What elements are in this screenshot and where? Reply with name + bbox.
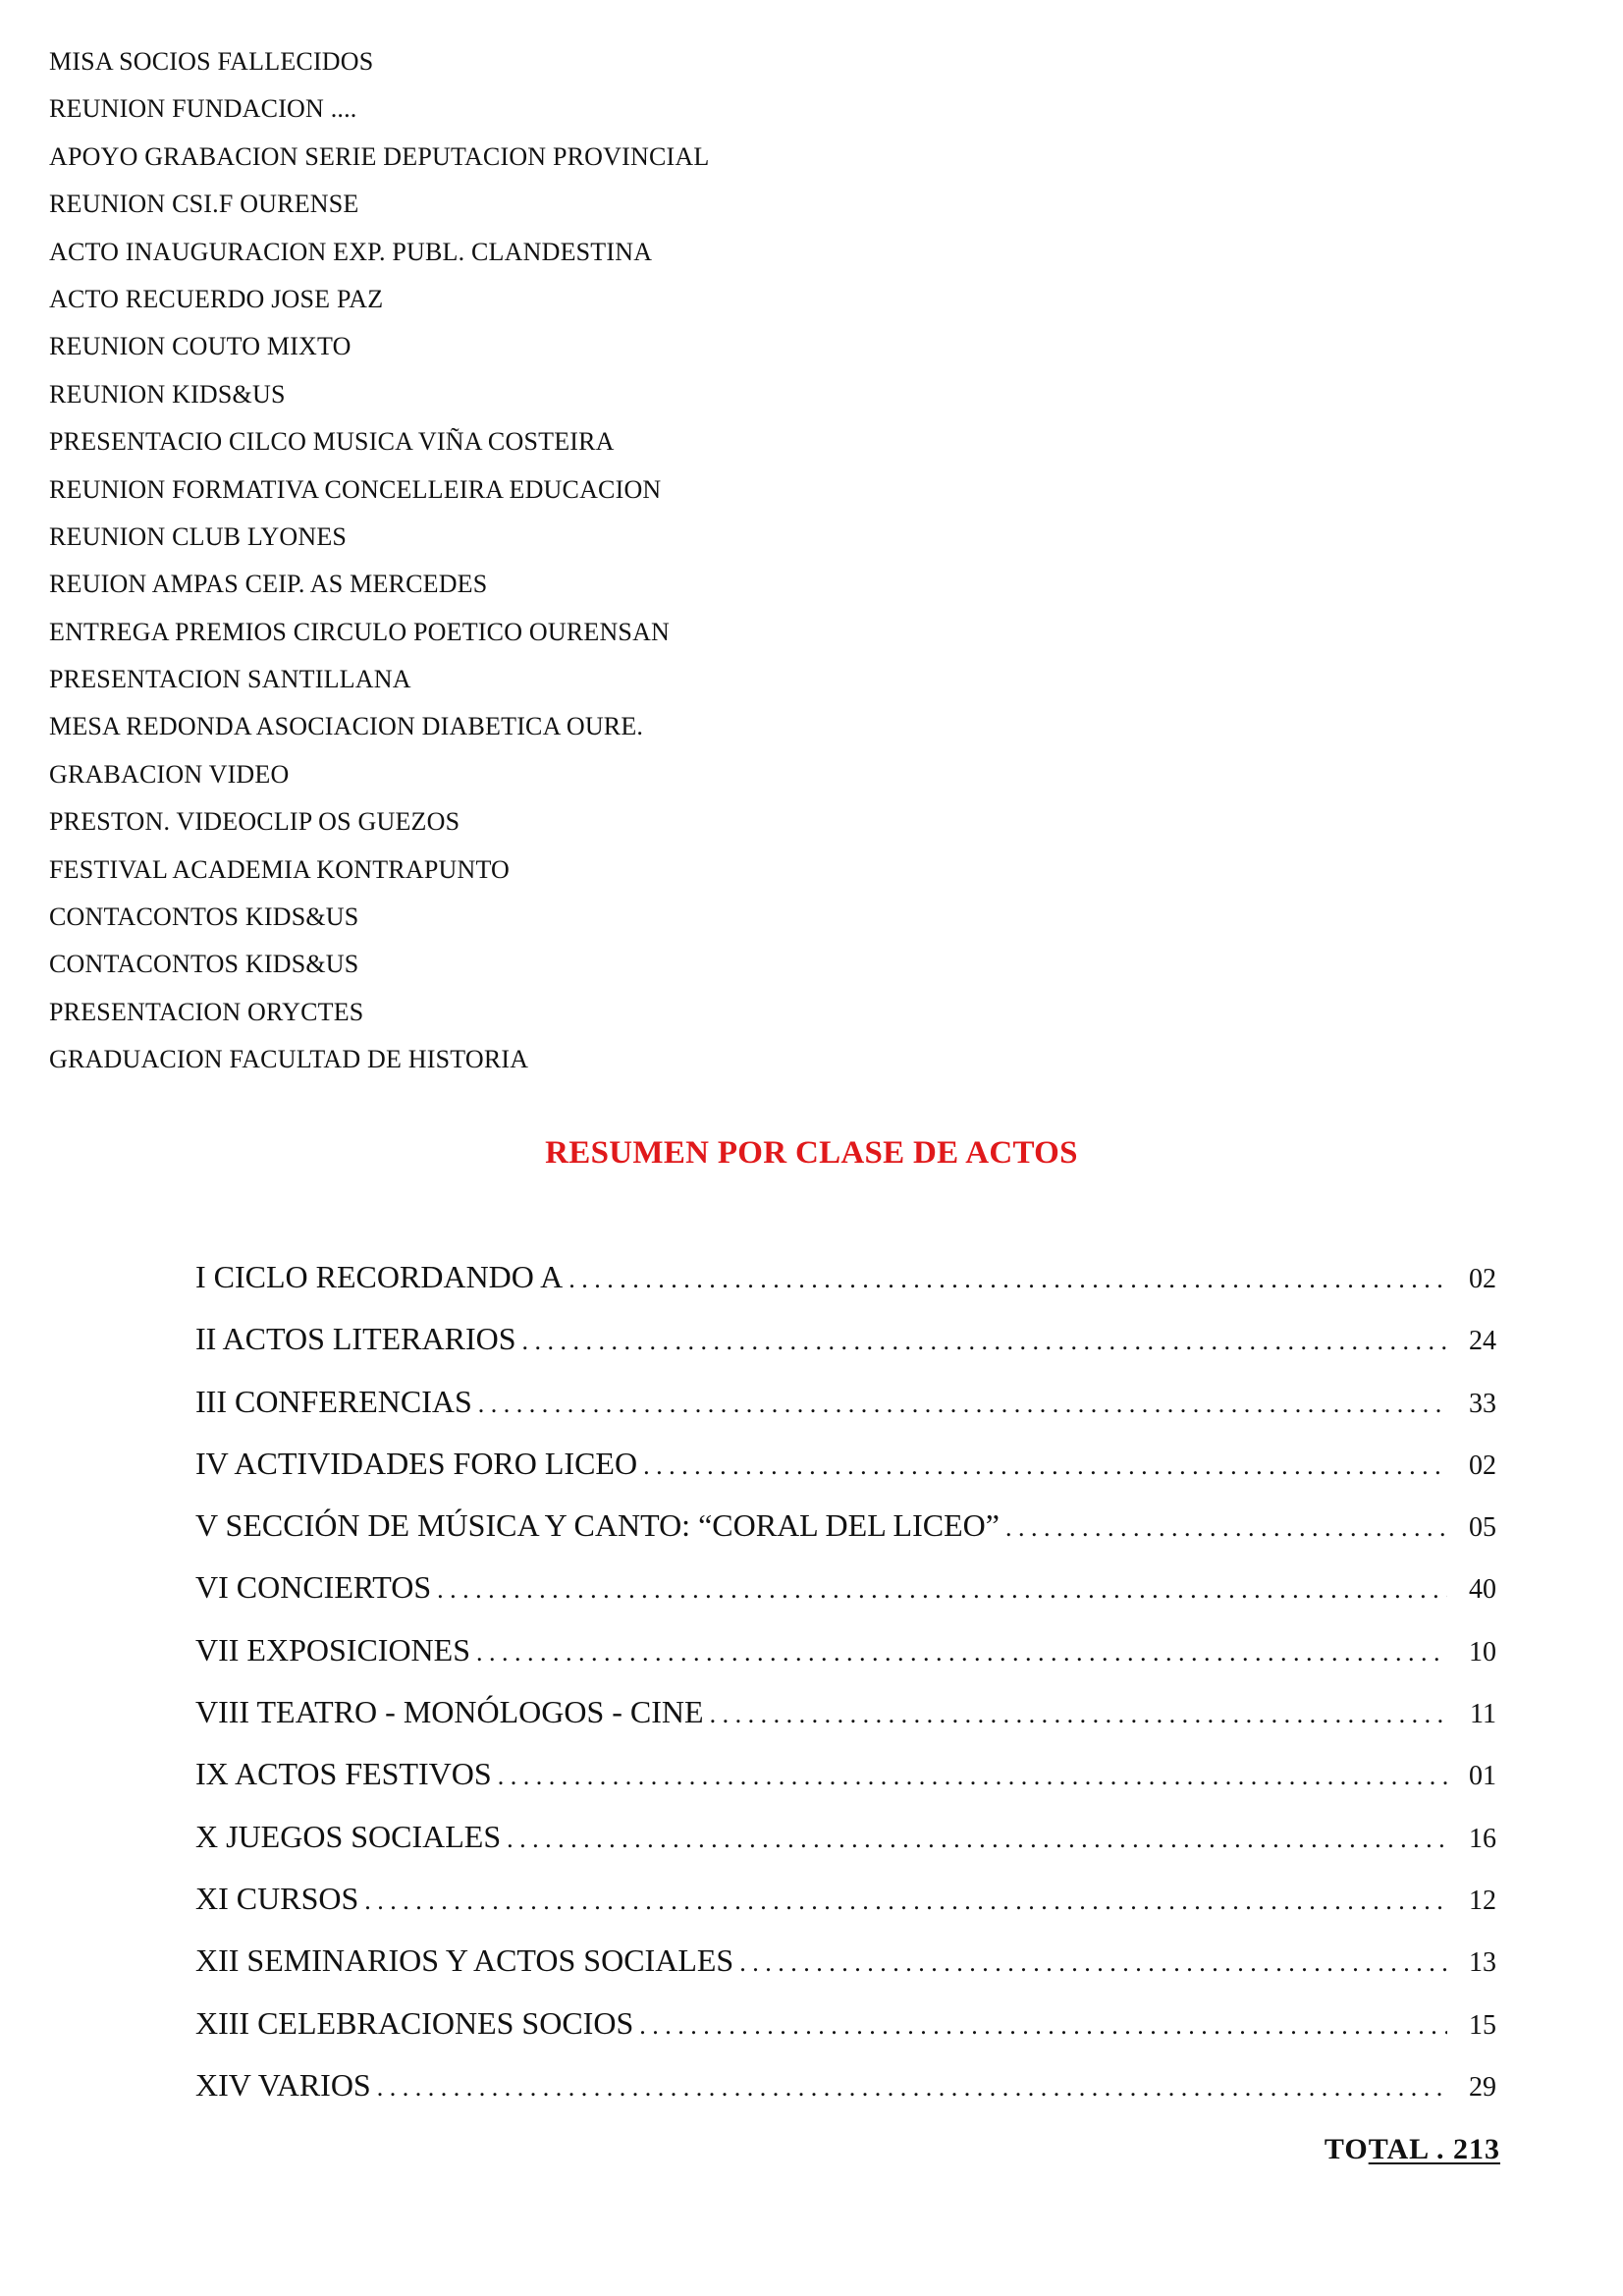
summary-count: 16 [1469,1823,1496,1854]
summary-row [195,1819,1496,1881]
summary-label: III CONFERENCIAS [195,1383,472,1419]
summary-count: 11 [1470,1699,1496,1730]
summary-count: 12 [1469,1885,1496,1916]
summary-label: XIV VARIOS [195,2066,371,2103]
summary-label: X JUEGOS SOCIALES [195,1818,502,1854]
event-item: ACTO RECUERDO JOSE PAZ [49,284,384,313]
dot-leader [358,1886,1447,1916]
event-item: GRABACION VIDEO [49,759,290,789]
summary-row [195,1384,1496,1446]
event-item: PRESENTACION SANTILLANA [49,665,411,694]
summary-count: 02 [1469,1449,1496,1481]
summary-count: 29 [1469,2071,1496,2103]
summary-row [195,1632,1496,1694]
summary-row [195,1259,1496,1321]
event-item: REUNION COUTO MIXTO [49,332,352,361]
dot-leader [633,2011,1447,2041]
summary-label: IV ACTIVIDADES FORO LICEO [195,1445,638,1481]
summary-title: RESUMEN POR CLASE DE ACTOS [545,1135,1078,1171]
summary-label: I CICLO RECORDANDO A [195,1259,564,1294]
dot-leader [516,1327,1447,1356]
dot-leader [472,1390,1447,1419]
event-item: REUNION FUNDACION .... [49,94,357,124]
event-item: ACTO INAUGURACION EXP. PUBL. CLANDESTINA [49,237,653,266]
summary-count: 40 [1469,1574,1496,1606]
total-line [1325,2133,1500,2166]
event-item: MESA REDONDA ASOCIACION DIABETICA OURE. [49,712,644,741]
dot-leader [1000,1513,1447,1543]
summary-count: 02 [1469,1264,1496,1294]
summary-label: XI CURSOS [195,1880,359,1916]
summary-row [195,1321,1496,1383]
summary-count: 24 [1469,1326,1496,1357]
dot-leader [563,1265,1447,1294]
event-item: PRESTON. VIDEOCLIP OS GUEZOS [49,807,460,837]
summary-row [195,1756,1496,1818]
summary-row [195,2005,1496,2067]
event-item: REUNION KIDS&US [49,379,286,409]
summary-label: VII EXPOSICIONES [195,1631,470,1667]
event-item: PRESENTACION ORYCTES [49,997,364,1026]
summary-count: 13 [1469,1947,1496,1979]
dot-leader [492,1762,1447,1791]
dot-leader [733,1948,1447,1978]
summary-row [195,1881,1496,1942]
dot-leader [431,1575,1447,1605]
event-item: CONTACONTOS KIDS&US [49,902,359,932]
summary-row [195,1446,1496,1507]
event-item: FESTIVAL ACADEMIA KONTRAPUNTO [49,854,511,884]
summary-label: II ACTOS LITERARIOS [195,1321,516,1357]
summary-list [195,1259,1496,2129]
summary-count: 10 [1469,1636,1496,1667]
event-item: GRADUACION FACULTAD DE HISTORIA [49,1045,529,1074]
event-item: MISA SOCIOS FALLECIDOS [49,47,374,76]
dot-leader [501,1825,1447,1854]
event-item: REUION AMPAS CEIP. AS MERCEDES [49,570,488,599]
dot-leader [637,1451,1447,1481]
total-prefix: TO [1324,2133,1369,2165]
event-item: CONTACONTOS KIDS&US [49,950,359,979]
summary-row [195,1694,1496,1756]
summary-count: 01 [1469,1761,1496,1792]
event-item: REUNION FORMATIVA CONCELLEIRA EDUCACION [49,474,662,504]
summary-label: IX ACTOS FESTIVOS [195,1756,492,1792]
summary-label: VI CONCIERTOS [195,1569,432,1606]
summary-row [195,2067,1496,2129]
event-item: REUNION CLUB LYONES [49,521,348,551]
summary-label: VIII TEATRO - MONÓLOGOS - CINE [195,1694,704,1730]
dot-leader [371,2073,1447,2103]
summary-label: XIII CELEBRACIONES SOCIOS [195,2004,634,2041]
event-item: PRESENTACIO CILCO MUSICA VIÑA COSTEIRA [49,427,615,457]
summary-row [195,1569,1496,1631]
dot-leader [470,1638,1447,1667]
event-item: REUNION CSI.F OURENSE [49,190,359,219]
summary-label: XII SEMINARIOS Y ACTOS SOCIALES [195,1942,734,1979]
summary-label: V SECCIÓN DE MÚSICA Y CANTO: “CORAL DEL LICEO” [195,1507,1000,1544]
event-item: APOYO GRABACION SERIE DEPUTACION PROVINCIAL [49,141,710,171]
dot-leader [704,1700,1447,1729]
summary-count: 05 [1469,1512,1496,1544]
summary-row [195,1507,1496,1569]
total-value: TAL . 213 [1368,2133,1500,2165]
summary-count: 15 [1469,2009,1496,2041]
event-item: ENTREGA PREMIOS CIRCULO POETICO OURENSAN [49,617,671,646]
summary-count: 33 [1469,1388,1496,1419]
event-list [49,43,709,1089]
summary-row [195,1942,1496,2004]
